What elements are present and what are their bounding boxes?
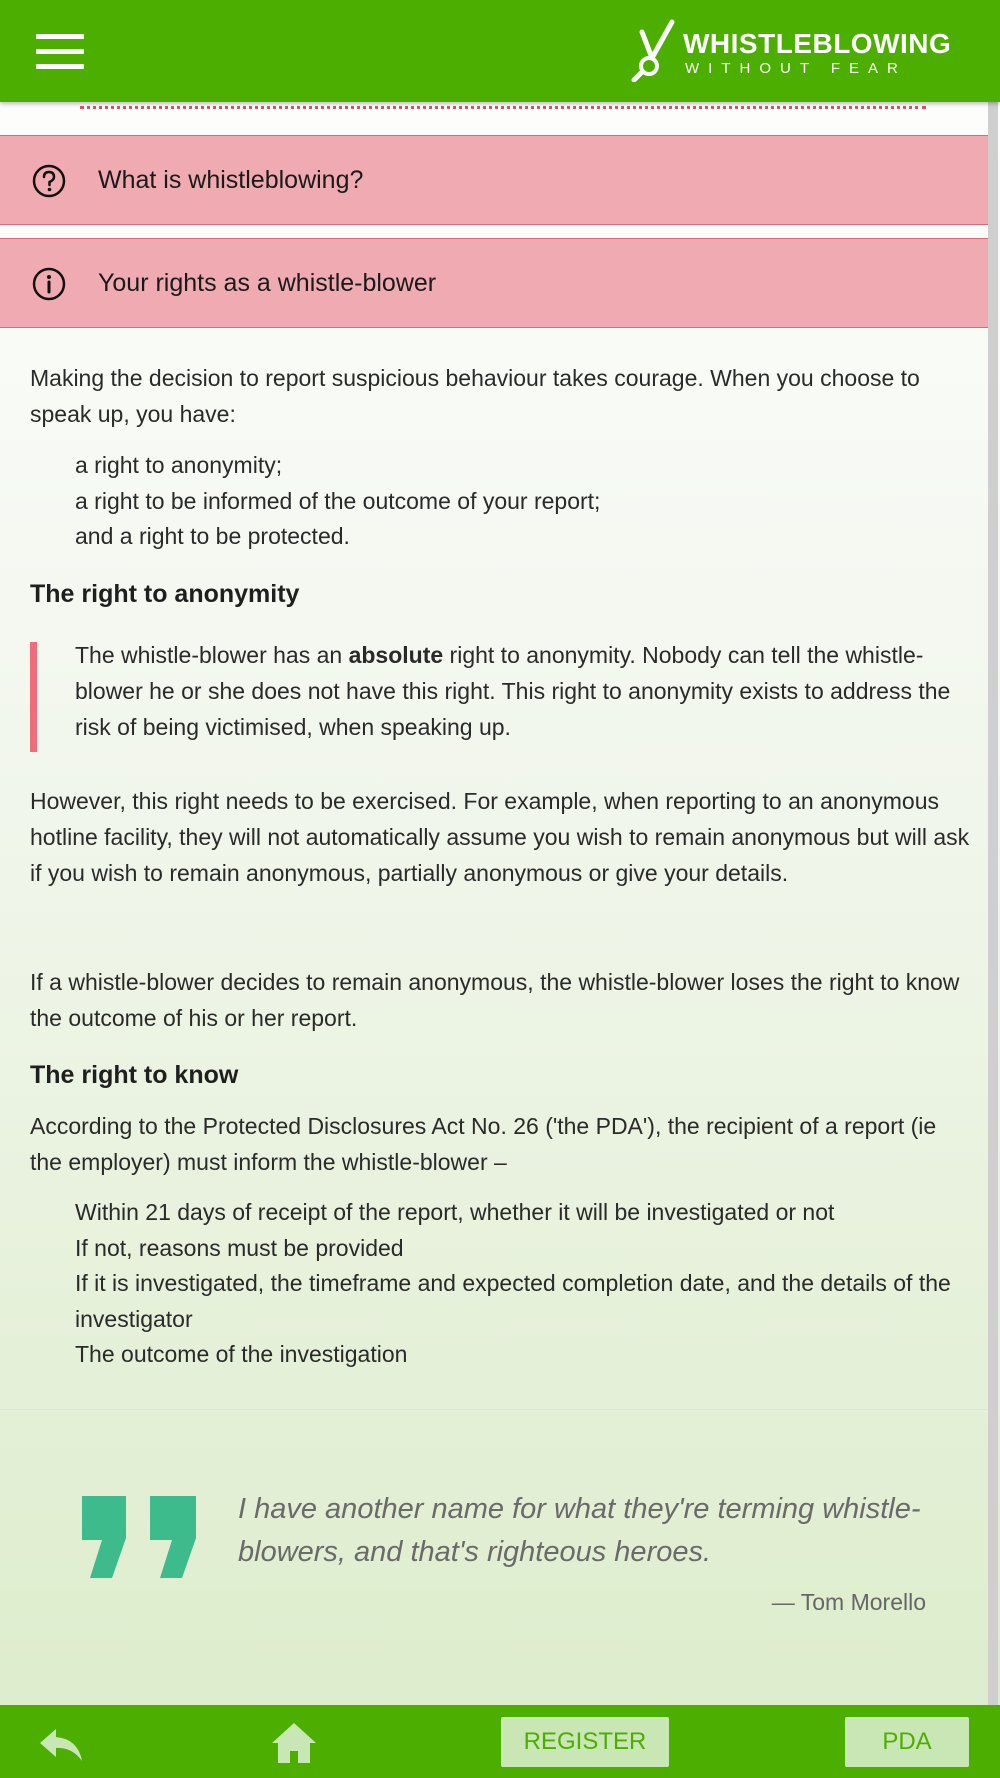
whistle-logo-icon — [628, 18, 680, 82]
loses-right-paragraph: If a whistle-blower decides to remain anonymous, the whistle-blower loses the right to know the outcome of his or her report. — [30, 969, 960, 1031]
section-divider — [0, 1409, 990, 1410]
quote-author: — Tom Morello — [771, 1589, 926, 1615]
bottom-bar — [0, 1705, 1000, 1778]
list-item: and a right to be protected. — [75, 523, 350, 549]
heading-right-to-anonymity: The right to anonymity — [30, 580, 300, 608]
scrollbar[interactable] — [988, 72, 998, 1722]
app-logo[interactable] — [628, 18, 968, 82]
accordion-what-is-whistleblowing[interactable] — [0, 135, 998, 225]
rights-list — [75, 448, 975, 555]
list-item: a right to anonymity; — [75, 452, 283, 478]
logo-tagline: WITHOUT FEAR — [685, 60, 907, 77]
home-icon[interactable] — [270, 1721, 318, 1765]
dotted-divider — [80, 106, 926, 109]
know-list — [75, 1195, 975, 1373]
list-item: The outcome of the investigation — [75, 1341, 408, 1367]
exercise-paragraph: However, this right needs to be exercised. For example, when reporting to an anonymous hotline facility, they will not automatically assume you wish to remain anonymous but will ask if you wish to remain anonymous, partially anonymous or give your details. — [30, 788, 970, 886]
blockquote-text: The whistle-blower has an absolute right to anonymity. Nobody can tell the whistle-blower he or she does not have this right. This right to anonymity exists to address the risk of being victimised, when speaking up. — [75, 642, 951, 740]
list-item: a right to be informed of the outcome of your report; — [75, 487, 601, 514]
reply-arrow-icon[interactable] — [38, 1727, 84, 1763]
hamburger-menu-icon[interactable] — [36, 34, 84, 70]
heading-right-to-know: The right to know — [30, 1061, 239, 1089]
list-item: Within 21 days of receipt of the report, whether it will be investigated or not — [75, 1199, 835, 1225]
quote-mark-icon — [82, 1496, 198, 1578]
logo-title: WHISTLEBLOWING — [683, 28, 952, 59]
accordion-label: What is whistleblowing? — [98, 166, 364, 194]
list-item: If it is investigated, the timeframe and expected completion date, and the details of the investigator — [75, 1270, 951, 1332]
register-button[interactable]: REGISTER — [501, 1717, 669, 1767]
anonymity-blockquote — [30, 642, 967, 752]
info-circle-icon — [31, 266, 67, 302]
question-circle-icon — [31, 163, 67, 199]
top-bar — [0, 0, 1000, 102]
list-item: If not, reasons must be provided — [75, 1234, 404, 1261]
quote-text: I have another name for what they're terming whistle-blowers, and that's righteous heroes. — [238, 1493, 921, 1568]
pda-button[interactable]: PDA — [845, 1717, 969, 1767]
intro-paragraph: Making the decision to report suspicious behaviour takes courage. When you choose to speak up, you have: — [30, 365, 920, 427]
pda-paragraph: According to the Protected Disclosures Act No. 26 ('the PDA'), the recipient of a report (ie the employer) must inform the whistle-blower – — [30, 1113, 937, 1175]
accordion-your-rights[interactable] — [0, 238, 998, 328]
accordion-label: Your rights as a whistle-blower — [98, 269, 437, 297]
